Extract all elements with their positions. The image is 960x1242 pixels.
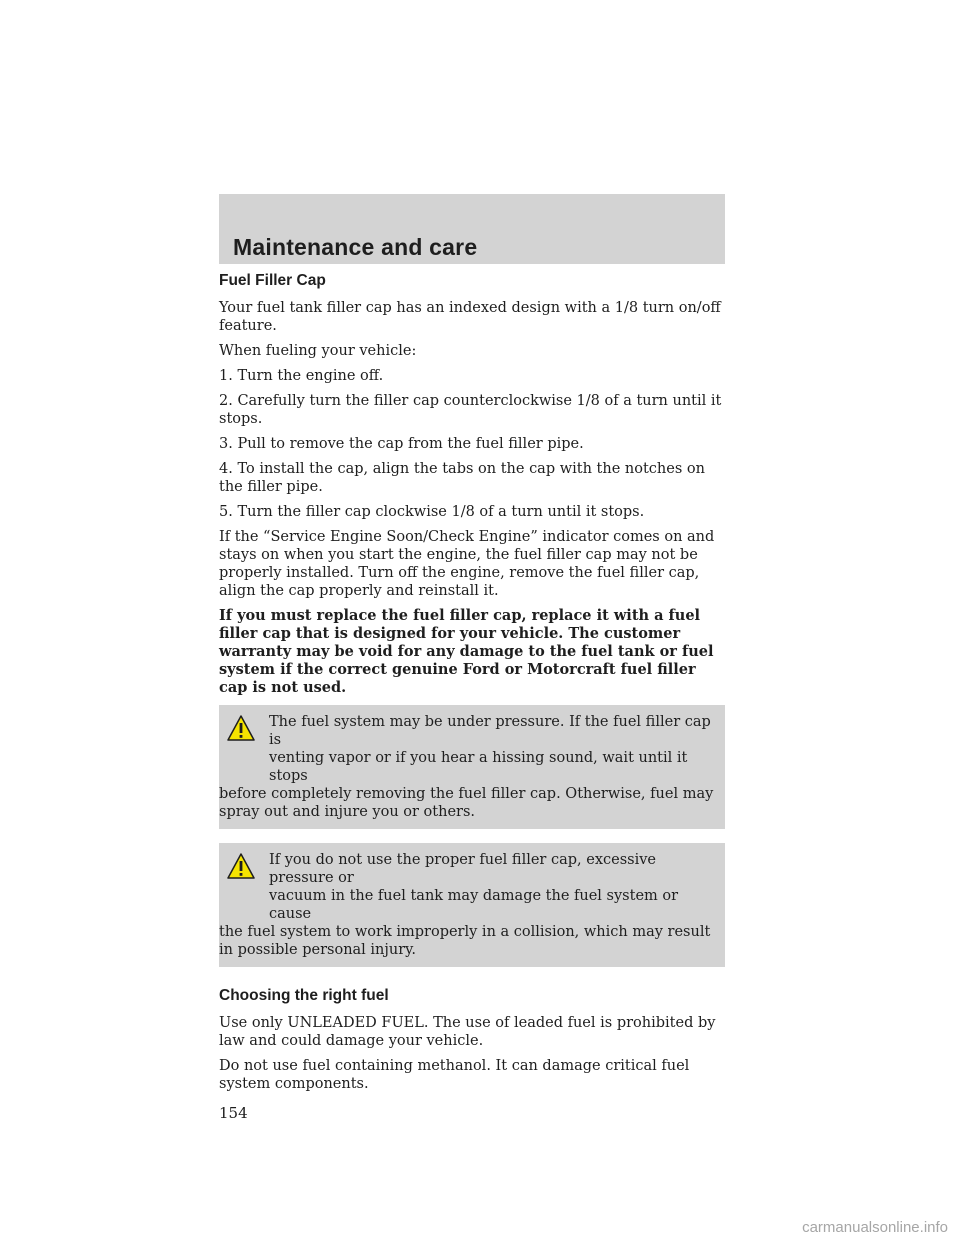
step-4: 4. To install the cap, align the tabs on the cap with the notches on the filler pipe.: [219, 461, 705, 495]
heading-fuel-filler-cap: Fuel Filler Cap: [219, 272, 326, 289]
warning-text-rest: the fuel system to work improperly in a collision, which may result in possible personal injury.: [219, 924, 711, 958]
page-number: 154: [219, 1104, 248, 1122]
watermark-text[interactable]: carmanualsonline.info: [802, 1219, 948, 1236]
paragraph-unleaded: Use only UNLEADED FUEL. The use of leaded fuel is prohibited by law and could damage your vehicle.: [219, 1015, 716, 1049]
page-content: [219, 272, 725, 1100]
paragraph-methanol: Do not use fuel containing methanol. It can damage critical fuel system components.: [219, 1058, 690, 1092]
section-title: Maintenance and care: [233, 234, 478, 260]
heading-choosing-fuel: Choosing the right fuel: [219, 987, 389, 1004]
warning-text-rest: before completely removing the fuel filler cap. Otherwise, fuel may spray out and injure you or others.: [219, 786, 714, 820]
section-header-band: [219, 194, 725, 264]
paragraph-intro: Your fuel tank filler cap has an indexed design with a 1/8 turn on/off feature.: [219, 300, 721, 334]
warning-text-line: If you do not use the proper fuel filler cap, excessive pressure or: [269, 852, 656, 886]
warning-text-line: venting vapor or if you hear a hissing sound, wait until it stops: [269, 750, 688, 784]
paragraph-when-fueling: When fueling your vehicle:: [219, 343, 417, 359]
warning-box-pressure: [219, 705, 725, 829]
warning-triangle-icon: [227, 715, 255, 741]
warning-box-improper-cap: [219, 843, 725, 967]
step-2: 2. Carefully turn the filler cap counterclockwise 1/8 of a turn until it stops.: [219, 393, 722, 427]
warning-text-line: The fuel system may be under pressure. If the fuel filler cap is: [269, 714, 711, 748]
warning-triangle-icon: [227, 853, 255, 879]
step-1: 1. Turn the engine off.: [219, 368, 384, 384]
paragraph-indicator: If the “Service Engine Soon/Check Engine” indicator comes on and stays on when you start the engine, the fuel filler cap may not be properly installed. Turn off the engine, remove the fuel filler cap, align the cap properly and reinstall it.: [219, 529, 715, 599]
paragraph-bold-warning: If you must replace the fuel filler cap, replace it with a fuel filler cap that is designed for your vehicle. The customer warranty may be void for any damage to the fuel tank or fuel system if the correct genuine Ford or Motorcraft fuel filler cap is not used.: [219, 607, 714, 696]
step-3: 3. Pull to remove the cap from the fuel filler pipe.: [219, 436, 584, 452]
step-5: 5. Turn the filler cap clockwise 1/8 of a turn until it stops.: [219, 504, 645, 520]
warning-text-line: vacuum in the fuel tank may damage the fuel system or cause: [269, 888, 679, 922]
